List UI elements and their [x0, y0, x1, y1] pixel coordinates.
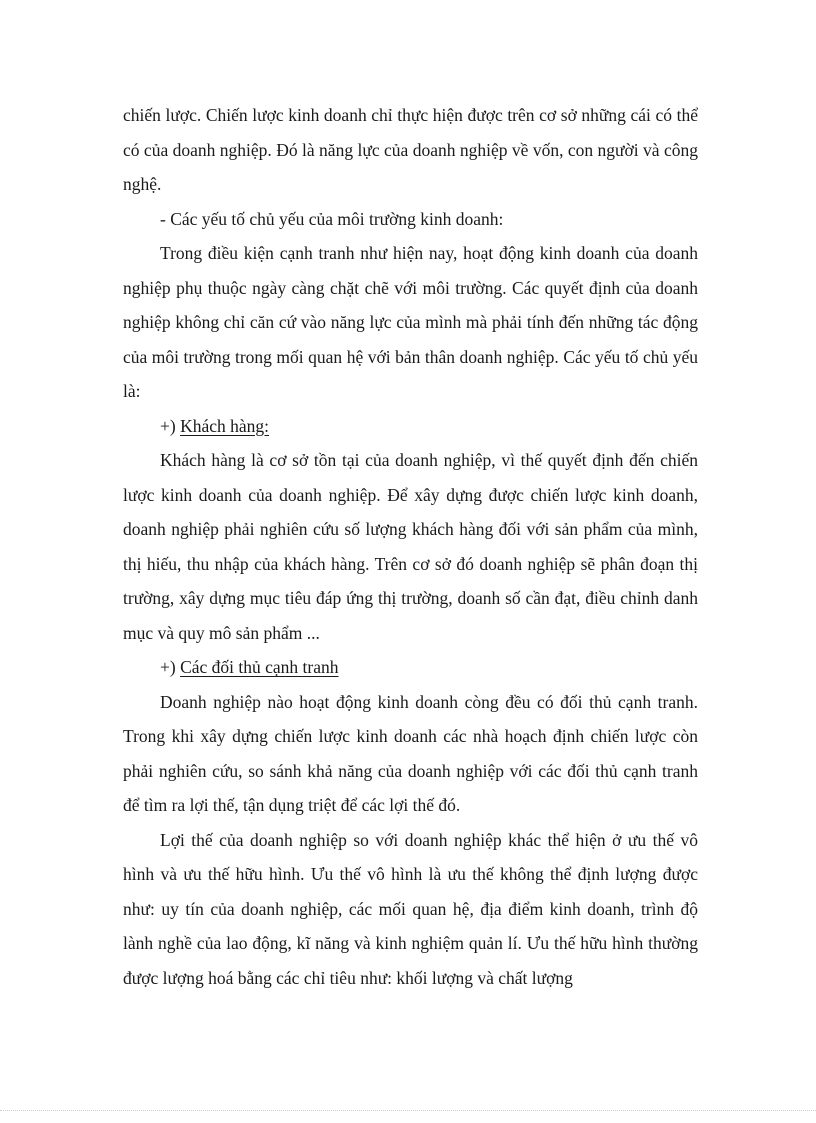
page-bottom-divider [0, 1110, 816, 1111]
subheading-label-competitors: Các đối thủ cạnh tranh [180, 657, 339, 677]
subheading-competitors [123, 650, 698, 685]
paragraph-environment-intro: Trong điều kiện cạnh tranh như hiện nay, hoạt động kinh doanh của doanh nghiệp phụ thuộc ngày càng chặt chẽ với môi trường. Các quyết định của doanh nghiệp không chỉ căn cứ vào năng lực của mình mà phải tính đến những tác động của môi trường trong mối quan hệ với bản thân doanh nghiệp. Các yếu tố chủ yếu là: [123, 243, 698, 401]
section-heading-business-environment: - Các yếu tố chủ yếu của môi trường kinh doanh: [160, 208, 504, 229]
paragraph-continuation: chiến lược. Chiến lược kinh doanh chỉ thực hiện được trên cơ sở những cái có thể có của doanh nghiệp. Đó là năng lực của doanh nghiệp về vốn, con người và công nghệ. [123, 105, 698, 194]
paragraph-customers: Khách hàng là cơ sở tồn tại của doanh nghiệp, vì thế quyết định đến chiến lược kinh doanh của doanh nghiệp. Để xây dựng được chiến lược kinh doanh, doanh nghiệp phải nghiên cứu số lượng khách hàng đối với sản phẩm của mình, thị hiếu, thu nhập của khách hàng. Trên cơ sở đó doanh nghiệp sẽ phân đoạn thị trường, xây dựng mục tiêu đáp ứng thị trường, doanh số cần đạt, điều chỉnh danh mục và quy mô sản phẩm ... [123, 450, 698, 643]
paragraph-advantages: Lợi thế của doanh nghiệp so với doanh nghiệp khác thể hiện ở ưu thế vô hình và ưu thế hữu hình. Ưu thế vô hình là ưu thế không thể định lượng được như: uy tín của doanh nghiệp, các mối quan hệ, địa điểm kinh doanh, trình độ lành nghề của lao động, kĩ năng và kinh nghiệm quản lí. Ưu thế hữu hình thường được lượng hoá bằng các chỉ tiêu như: khối lượng và chất lượng [123, 829, 698, 988]
subheading-prefix: +) [160, 657, 181, 677]
subheading-label-customers: Khách hàng: [180, 415, 270, 436]
subheading-prefix: +) [160, 415, 181, 436]
subheading-customers [123, 409, 698, 444]
paragraph-competitors: Doanh nghiệp nào hoạt động kinh doanh còng đều có đối thủ cạnh tranh. Trong khi xây dựng chiến lược kinh doanh các nhà hoạch định chiến lược còn phải nghiên cứu, so sánh khả năng của doanh nghiệp với các đối thủ cạnh tranh để tìm ra lợi thế, tận dụng triệt để các lợi thế đó. [123, 691, 698, 815]
